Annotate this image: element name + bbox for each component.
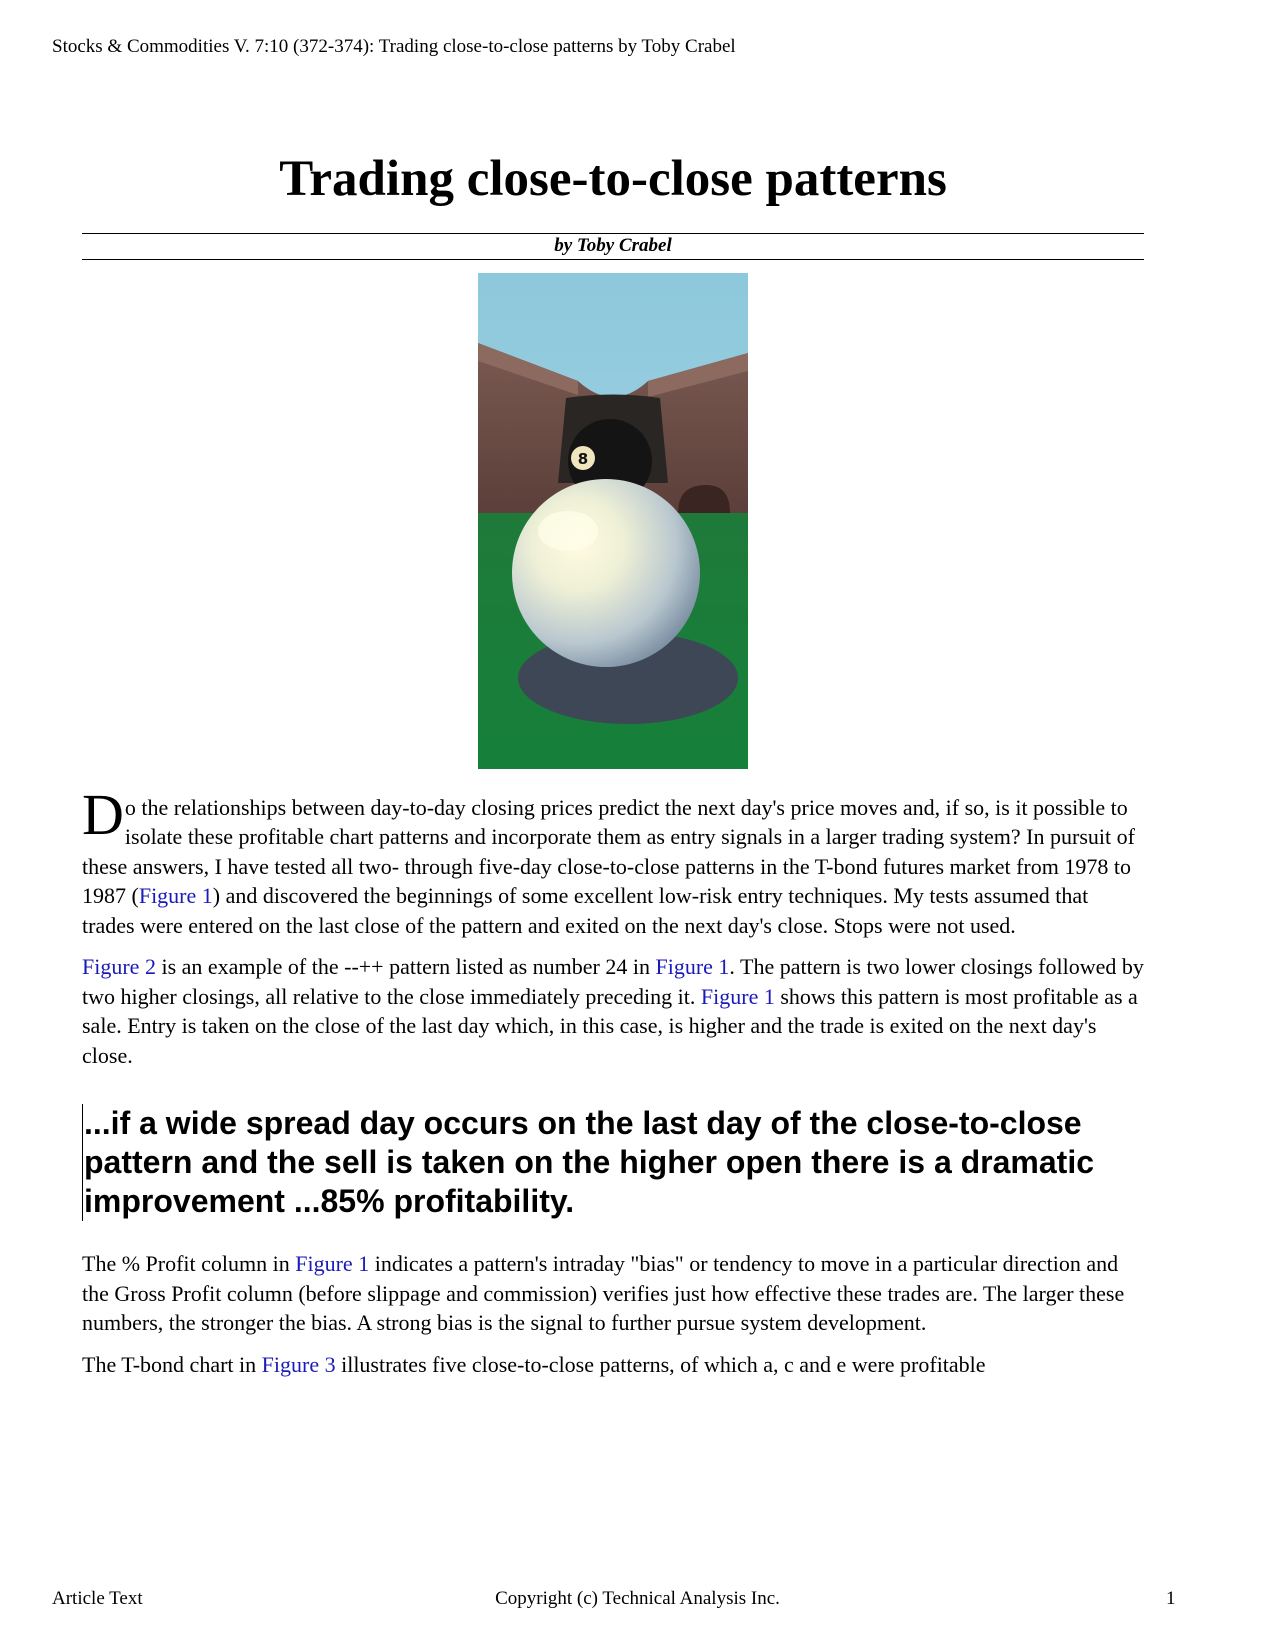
drop-cap: D (82, 781, 124, 847)
paragraph-text: . The pattern is two lower closings followed by two higher closings, all relative to the close immediately preceding it. (82, 954, 1144, 1009)
paragraph-4 (82, 1350, 1144, 1380)
billiard-ball-pocket-illustration (478, 273, 748, 769)
byline-text: by Toby Crabel (554, 234, 672, 256)
paragraph-text: The T-bond chart in (82, 1351, 262, 1377)
footer-section-label: Article Text (52, 1588, 143, 1609)
paragraph-2 (82, 952, 1144, 1070)
paragraph-3 (82, 1249, 1144, 1338)
pull-quote: ...if a wide spread day occurs on the last day of the close-to-close pattern and the sell is taken on the higher open there is a dramatic improvement ...85% profitability. (82, 1104, 1144, 1221)
byline (82, 233, 1144, 260)
article (82, 150, 1144, 1391)
paragraph-1 (82, 781, 1144, 941)
paragraph-text: o the relationships between day-to-day closing prices predict the next day's price moves and, if so, is it possible to isolate these profitable chart patterns and incorporate them as entry signals in a larger trading system? In pursuit of these answers, I have tested all two- through five-day close-to-close patterns in the T-bond futures market from 1978 to 1987 ( (82, 794, 1135, 909)
figure-3-link[interactable]: Figure 3 (261, 1351, 336, 1377)
article-title: Trading close-to-close patterns (279, 151, 947, 207)
illustration-svg (478, 273, 748, 769)
paragraph-text: illustrates five close-to-close patterns, of which a, c and e were profitable (335, 1351, 986, 1377)
figure-1-link[interactable]: Figure 1 (295, 1251, 370, 1277)
footer-copyright: Copyright (c) Technical Analysis Inc. (495, 1588, 780, 1609)
figure-1-link[interactable]: Figure 1 (700, 983, 775, 1009)
page-number: 1 (1166, 1588, 1176, 1609)
figure-1-link[interactable]: Figure 1 (138, 883, 213, 909)
figure-1-link[interactable]: Figure 1 (655, 954, 730, 980)
paragraph-text: ) and discovered the beginnings of some excellent low-risk entry techniques. My tests assumed that trades were entered on the last close of the pattern and exited on the next day's close. Stops were not used. (82, 883, 1089, 938)
paragraph-text: The % Profit column in (82, 1251, 296, 1277)
paragraph-text: shows this pattern is most profitable as a sale. Entry is taken on the close of the last day which, in this case, is higher and the trade is exited on the next day's close. (82, 983, 1138, 1068)
paragraph-text: indicates a pattern's intraday "bias" or tendency to move in a particular direction and the Gross Profit column (before slippage and commission) verifies just how effective these trades are. The larger these numbers, the stronger the bias. A strong bias is the signal to further pursue system development. (82, 1251, 1125, 1336)
paragraph-text: is an example of the --++ pattern listed as number 24 in (155, 954, 656, 980)
figure-2-link[interactable]: Figure 2 (82, 954, 156, 980)
running-header: Stocks & Commodities V. 7:10 (372-374): Trading close-to-close patterns by Toby Crabel (52, 36, 736, 57)
svg-text:8: 8 (577, 449, 589, 468)
